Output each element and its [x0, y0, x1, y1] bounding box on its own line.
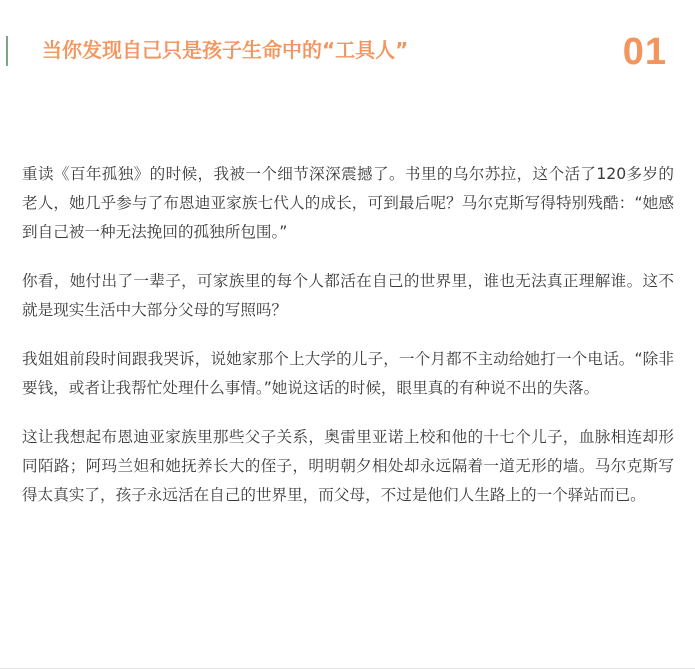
accent-bar: [6, 36, 8, 66]
paragraph-4: 这让我想起布恩迪亚家族里那些父子关系，奥雷里亚诺上校和他的十七个儿子，血脉相连却形同陌路；阿玛兰妲和她抚养长大的侄子，明明朝夕相处却永远隔着一道无形的墙。马尔克斯写得太真实了，孩子永远活在自己的世界里，而父母，不过是他们人生路上的一个驿站而已。: [22, 428, 674, 504]
section-header: [0, 0, 695, 90]
paragraph-3: 我姐姐前段时间跟我哭诉，说她家那个上大学的儿子，一个月都不主动给她打一个电话。“除非要钱，或者让我帮忙处理什么事情。”她说这话的时候，眼里真的有种说不出的失落。: [22, 350, 674, 397]
paragraph-1: 重读《百年孤独》的时候，我被一个细节深深震撼了。书里的乌尔苏拉，这个活了120多岁的老人，她几乎参与了布恩迪亚家族七代人的成长，可到最后呢？马尔克斯写得特别残酷：“她感到自己被一种无法挽回的孤独所包围。”: [22, 165, 674, 241]
article-body: [22, 160, 674, 530]
section-title: 当你发现自己只是孩子生命中的“工具人”: [42, 38, 409, 62]
paragraph-2: 你看，她付出了一辈子，可家族里的每个人都活在自己的世界里，谁也无法真正理解谁。这不就是现实生活中大部分父母的写照吗？: [22, 272, 674, 319]
section-number: 01: [622, 31, 667, 73]
